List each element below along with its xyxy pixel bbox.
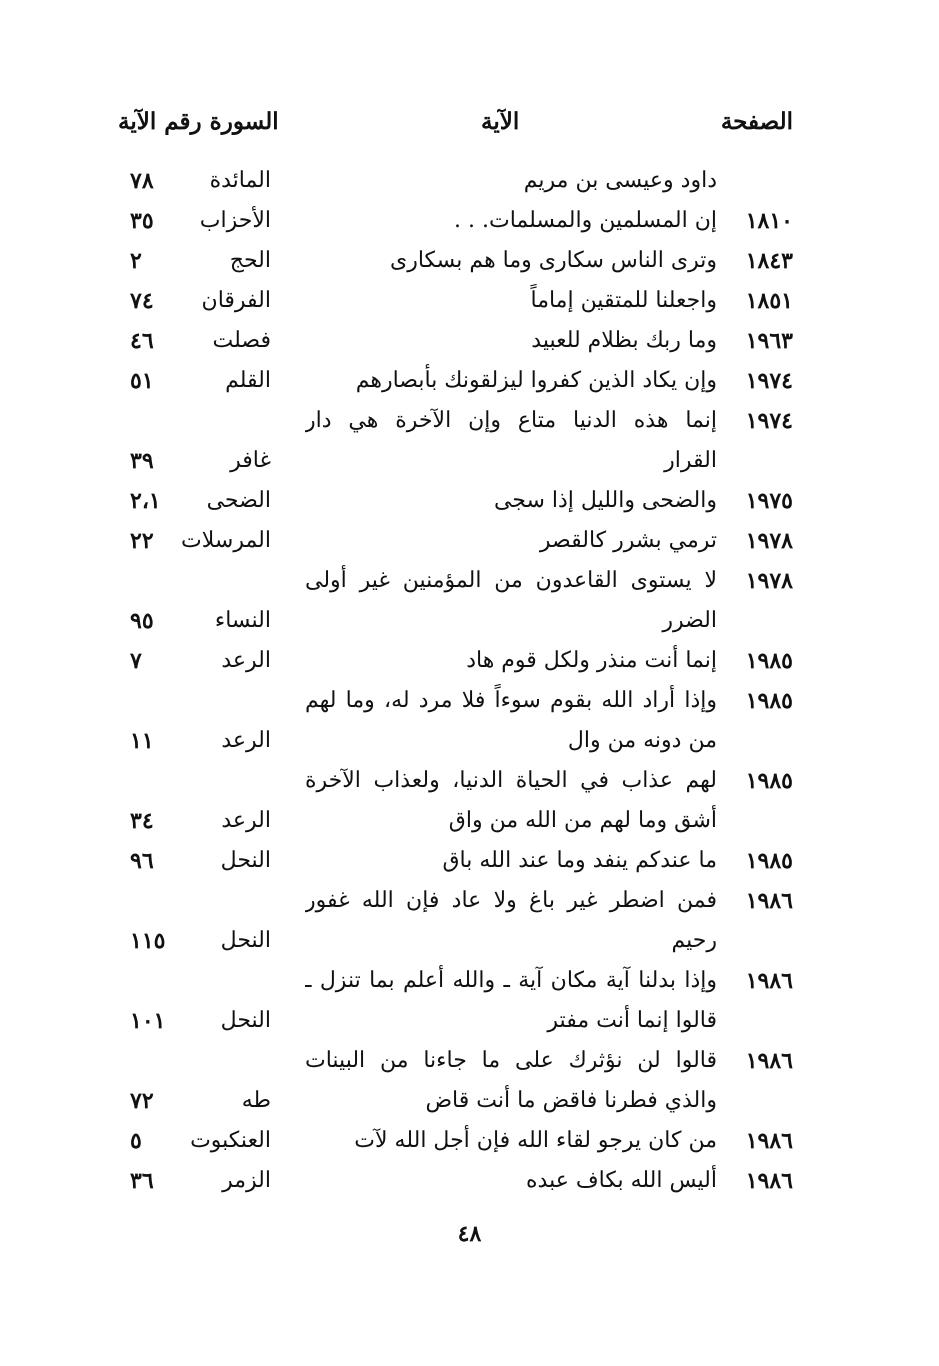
verse-cell <box>305 841 717 881</box>
page-number: ٤٨ <box>457 1221 482 1247</box>
verse-line: أشق وما لهم من الله من واق <box>448 808 717 833</box>
surah-name-cell: المائدة <box>209 168 271 193</box>
verse-cell <box>305 521 717 561</box>
surah-name-cell: الفرقان <box>201 288 271 313</box>
verse-line: ما عندكم ينفد وما عند الله باق <box>442 848 717 873</box>
verse-number-cell: ٧ <box>130 648 142 674</box>
page-number-cell: ١٩٨٥ <box>745 648 793 674</box>
page-number-cell: ١٩٦٣ <box>745 328 793 354</box>
page-number-cell: ١٩٧٨ <box>745 568 793 594</box>
verse-line: قالوا لن نؤثرك على ما جاءنا من البينات <box>305 1048 717 1073</box>
verse-number-cell: ١٠١ <box>130 1008 166 1034</box>
verse-cell <box>305 361 717 401</box>
verse-cell <box>305 1121 717 1161</box>
verse-cell <box>305 321 717 361</box>
page-number-cell: ١٩٨٦ <box>745 1128 793 1154</box>
table-row <box>0 641 939 681</box>
page-number-cell: ١٨٥١ <box>745 288 793 314</box>
verse-line: أليس الله بكاف عبده <box>526 1168 717 1193</box>
page-number-cell: ١٩٨٥ <box>745 768 793 794</box>
surah-name-cell: النحل <box>220 848 271 873</box>
verse-number-cell: ٧٨ <box>130 168 154 194</box>
surah-name-cell: النساء <box>214 608 271 633</box>
header-page-column: الصفحة <box>720 108 793 135</box>
page-number-cell: ١٩٨٦ <box>745 1168 793 1194</box>
table-row <box>0 481 939 521</box>
verse-cell <box>305 201 717 241</box>
verse-number-cell: ٥ <box>130 1128 142 1154</box>
table-row <box>0 1121 939 1161</box>
verse-line: وإذا أراد الله بقوم سوءاً فلا مرد له، وما لهم <box>305 688 717 713</box>
verse-cell <box>305 161 717 201</box>
surah-name-cell: فصلت <box>212 328 271 353</box>
page-number-cell: ١٩٧٨ <box>745 528 793 554</box>
verse-line: لا يستوى القاعدون من المؤمنين غير أولى <box>305 568 717 593</box>
verse-number-cell: ٩٦ <box>130 848 154 874</box>
surah-name-cell: الضحى <box>206 488 271 513</box>
table-row <box>0 241 939 281</box>
table-row <box>0 961 939 1041</box>
verse-line: داود وعيسى بن مريم <box>523 168 717 193</box>
surah-name-cell: الأحزاب <box>199 208 271 233</box>
verse-cell <box>305 241 717 281</box>
surah-name-cell: النحل <box>220 928 271 953</box>
verse-line: إنما هذه الدنيا متاع وإن الآخرة هي دار <box>305 408 717 433</box>
verse-line: فمن اضطر غير باغ ولا عاد فإن الله غفور <box>305 888 717 913</box>
verse-cell <box>305 281 717 321</box>
verse-cell <box>305 881 717 961</box>
verse-line: إن المسلمين والمسلمات. . . <box>454 208 717 233</box>
table-row <box>0 401 939 481</box>
verse-line: وإذا بدلنا آية مكان آية ـ والله أعلم بما تنزل ـ <box>305 968 717 993</box>
verse-line: رحيم <box>671 928 717 953</box>
verse-line: إنما أنت منذر ولكل قوم هاد <box>466 648 717 673</box>
verse-cell <box>305 761 717 841</box>
page-number-cell: ١٩٨٦ <box>745 1048 793 1074</box>
verse-number-cell: ٧٢ <box>130 1088 154 1114</box>
verse-number-cell: ٢ <box>130 248 142 274</box>
verse-number-cell: ٣٥ <box>130 208 154 234</box>
page-number-cell: ١٩٧٥ <box>745 488 793 514</box>
table-row <box>0 1161 939 1201</box>
verse-line: والذي فطرنا فاقض ما أنت قاض <box>425 1088 717 1113</box>
verse-number-cell: ٢،١ <box>130 488 161 514</box>
verse-line: لهم عذاب في الحياة الدنيا، ولعذاب الآخرة <box>305 768 717 793</box>
verse-line: الضرر <box>662 608 717 633</box>
table-row <box>0 321 939 361</box>
verse-line: واجعلنا للمتقين إماماً <box>530 288 717 313</box>
surah-name-cell: الرعد <box>221 808 271 833</box>
verse-number-cell: ٣٤ <box>130 808 154 834</box>
surah-name-cell: الزمر <box>222 1168 271 1193</box>
verse-line: والضحى والليل إذا سجى <box>493 488 717 513</box>
table-row <box>0 681 939 761</box>
surah-name-cell: العنكبوت <box>190 1128 271 1153</box>
table-row <box>0 881 939 961</box>
table-row <box>0 361 939 401</box>
verse-line: وما ربك بظلام للعبيد <box>531 328 717 353</box>
verse-line: من كان يرجو لقاء الله فإن أجل الله لآت <box>354 1128 717 1153</box>
verse-cell <box>305 1041 717 1121</box>
verse-line: وترى الناس سكارى وما هم بسكارى <box>389 248 717 273</box>
verse-cell <box>305 681 717 761</box>
verse-line: ترمي بشرر كالقصر <box>539 528 717 553</box>
table-row <box>0 561 939 641</box>
surah-name-cell: الرعد <box>221 728 271 753</box>
surah-name-cell: الرعد <box>221 648 271 673</box>
table-row <box>0 201 939 241</box>
verse-number-cell: ٣٩ <box>130 448 154 474</box>
surah-name-cell: الحج <box>229 248 271 273</box>
verse-cell <box>305 401 717 481</box>
page-number-cell: ١٨١٠ <box>745 208 793 234</box>
verse-number-cell: ١١٥ <box>130 928 166 954</box>
surah-name-cell: المرسلات <box>181 528 271 553</box>
verse-number-cell: ٣٦ <box>130 1168 154 1194</box>
verse-cell <box>305 561 717 641</box>
verse-cell <box>305 1161 717 1201</box>
verse-number-cell: ٥١ <box>130 368 154 394</box>
page-number-cell: ١٩٨٥ <box>745 848 793 874</box>
surah-name-cell: غافر <box>230 448 271 473</box>
table-row <box>0 161 939 201</box>
surah-name-cell: القلم <box>225 368 271 393</box>
verse-cell <box>305 481 717 521</box>
table-row <box>0 281 939 321</box>
page-number-cell: ١٩٨٥ <box>745 688 793 714</box>
verse-number-cell: ١١ <box>130 728 154 754</box>
verse-number-cell: ٢٢ <box>130 528 154 554</box>
table-row <box>0 521 939 561</box>
verse-line: من دونه من وال <box>567 728 717 753</box>
header-verse-column: الآية <box>481 108 520 135</box>
verse-number-cell: ٧٤ <box>130 288 154 314</box>
table-row <box>0 1041 939 1121</box>
page-number-cell: ١٩٧٤ <box>745 408 793 434</box>
verse-line: القرار <box>664 448 717 473</box>
page-number-cell: ١٨٤٣ <box>745 248 793 274</box>
page-number-cell: ١٩٨٦ <box>745 888 793 914</box>
verse-cell <box>305 641 717 681</box>
header-surah-number-column: السورة رقم الآية <box>118 108 279 135</box>
surah-name-cell: النحل <box>220 1008 271 1033</box>
page-number-cell: ١٩٧٤ <box>745 368 793 394</box>
table-row <box>0 761 939 841</box>
surah-name-cell: طه <box>241 1088 271 1113</box>
verse-cell <box>305 961 717 1041</box>
verse-line: وإن يكاد الذين كفروا ليزلقونك بأبصارهم <box>355 368 717 393</box>
verse-number-cell: ٩٥ <box>130 608 154 634</box>
verse-line: قالوا إنما أنت مفتر <box>547 1008 717 1033</box>
verse-number-cell: ٤٦ <box>130 328 154 354</box>
page-number-cell: ١٩٨٦ <box>745 968 793 994</box>
table-row <box>0 841 939 881</box>
